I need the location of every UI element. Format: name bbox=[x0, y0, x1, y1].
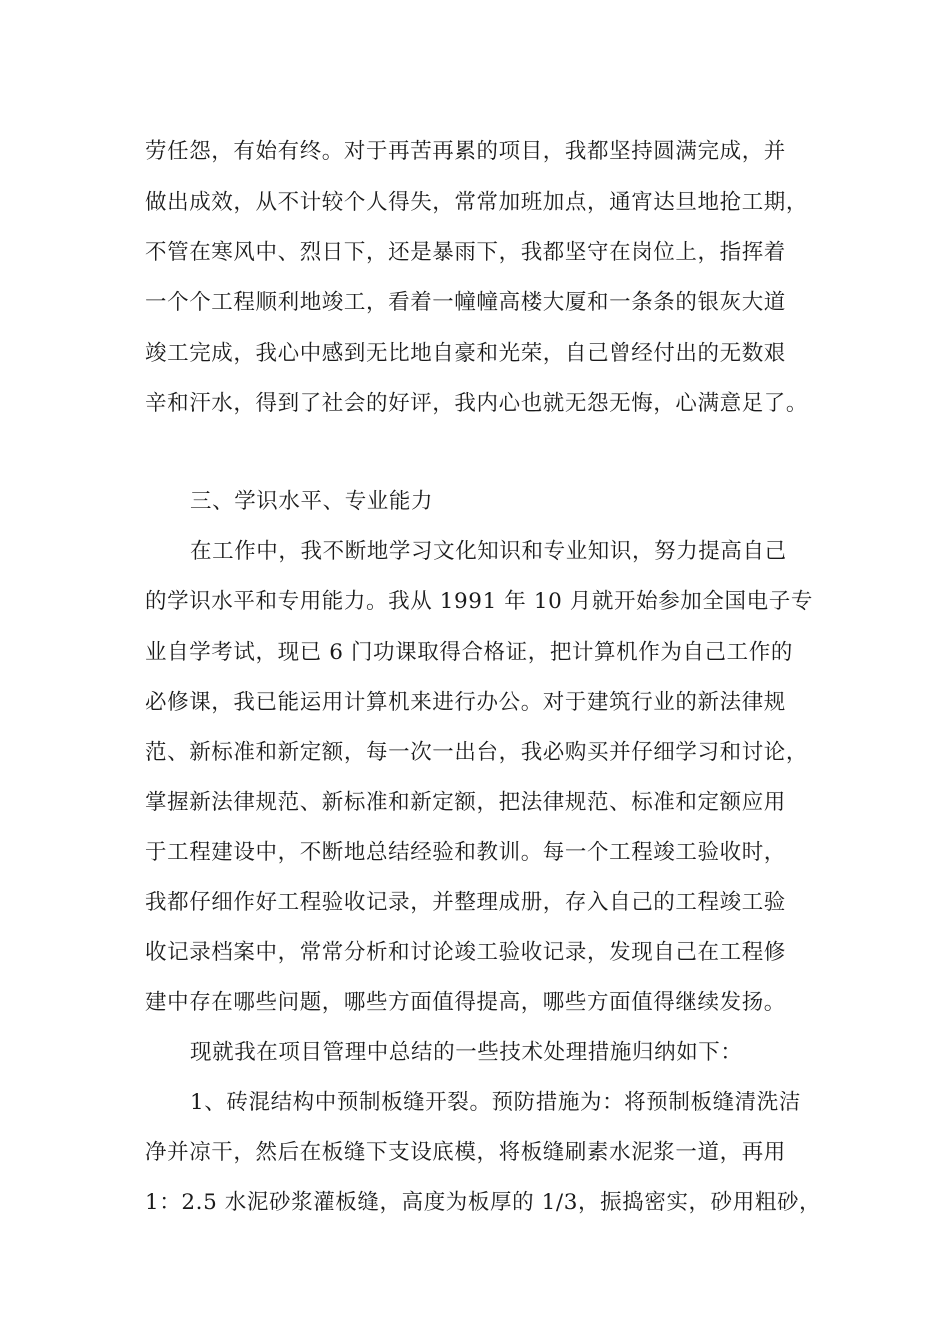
text-line: 业自学考试，现已 6 门功课取得合格证，把计算机作为自己工作的 bbox=[145, 640, 793, 665]
text-line: 净并凉干，然后在板缝下支设底模，将板缝刷素水泥浆一道，再用 bbox=[145, 1140, 786, 1165]
text-line: 一个个工程顺利地竣工，看着一幢幢高楼大厦和一条条的银灰大道 bbox=[145, 290, 786, 315]
text-line: 辛和汗水，得到了社会的好评，我内心也就无怨无悔，心满意足了。 bbox=[145, 391, 809, 416]
text-line: 必修课，我已能运用计算机来进行办公。对于建筑行业的新法律规 bbox=[145, 690, 786, 715]
text-line: 掌握新法律规范、新标准和新定额，把法律规范、标准和定额应用 bbox=[145, 790, 786, 815]
paragraph-first-line: 在工作中，我不断地学习文化知识和专业知识，努力提高自己 bbox=[190, 539, 787, 564]
text-line: 不管在寒风中、烈日下，还是暴雨下，我都坚守在岗位上，指挥着 bbox=[145, 240, 786, 265]
text-line: 的学识水平和专用能力。我从 1991 年 10 月就开始参加全国电子专 bbox=[145, 589, 813, 614]
text-line: 做出成效，从不计较个人得失，常常加班加点，通宵达旦地抢工期， bbox=[145, 190, 809, 215]
section-heading: 三、学识水平、专业能力 bbox=[190, 489, 434, 514]
text-line: 建中存在哪些问题，哪些方面值得提高，哪些方面值得继续发扬。 bbox=[145, 990, 786, 1015]
text-line: 范、新标准和新定额，每一次一出台，我必购买并仔细学习和讨论， bbox=[145, 740, 809, 765]
paragraph-first-line: 1、砖混结构中预制板缝开裂。预防措施为：将预制板缝清洗洁 bbox=[190, 1090, 801, 1115]
text-line: 竣工完成，我心中感到无比地自豪和光荣，自己曾经付出的无数艰 bbox=[145, 341, 786, 366]
text-line: 劳任怨，有始有终。对于再苦再累的项目，我都坚持圆满完成，并 bbox=[145, 139, 786, 164]
paragraph-first-line: 现就我在项目管理中总结的一些技术处理措施归纳如下： bbox=[190, 1040, 743, 1065]
text-line: 1：2.5 水泥砂浆灌板缝，高度为板厚的 1/3，振捣密实，砂用粗砂， bbox=[145, 1190, 822, 1215]
text-line: 我都仔细作好工程验收记录，并整理成册，存入自己的工程竣工验 bbox=[145, 890, 786, 915]
text-line: 于工程建设中，不断地总结经验和教训。每一个工程竣工验收时， bbox=[145, 840, 786, 865]
text-line: 收记录档案中，常常分析和讨论竣工验收记录，发现自己在工程修 bbox=[145, 940, 786, 965]
